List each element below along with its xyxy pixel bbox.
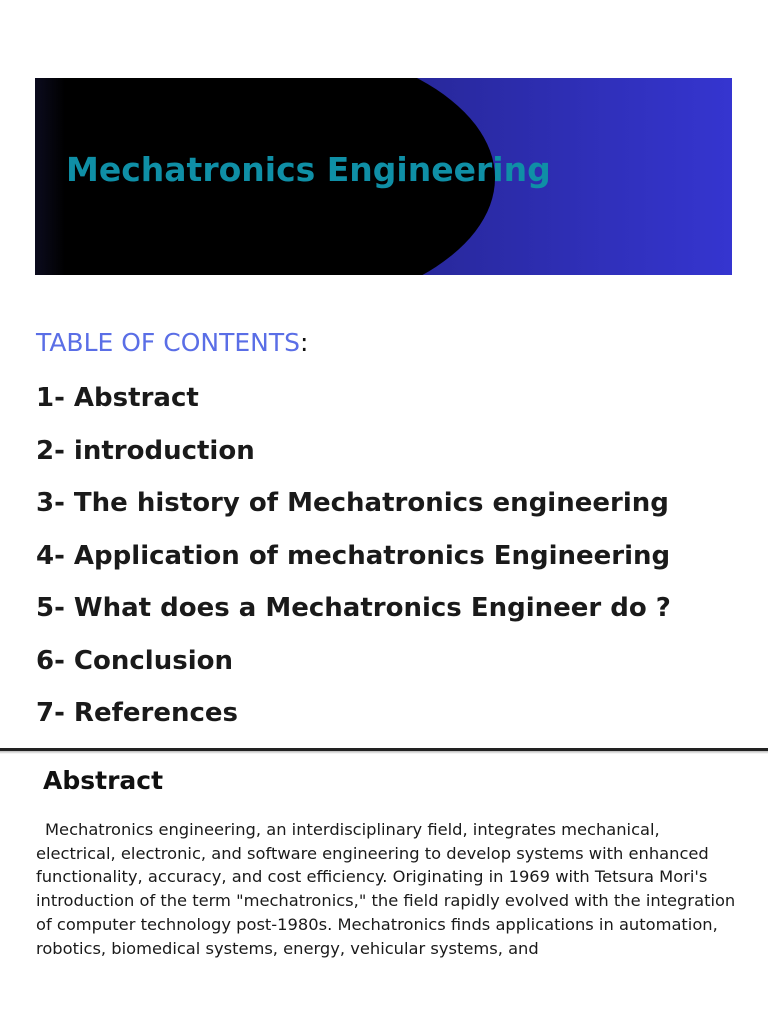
- banner-edge-shape: [35, 78, 65, 275]
- toc-item-history: 3- The history of Mechatronics engineering: [36, 488, 669, 518]
- toc-item-introduction: 2- introduction: [36, 435, 255, 466]
- page-divider: [0, 748, 768, 751]
- toc-heading-colon: :: [300, 328, 309, 357]
- toc-heading-label: TABLE OF CONTENTS: [36, 328, 301, 357]
- toc-list: [36, 380, 671, 748]
- title-banner: [35, 78, 732, 275]
- toc-item-references: 7- References: [36, 698, 239, 728]
- document-title: Mechatronics Engineering: [66, 150, 551, 189]
- toc-heading: [36, 328, 308, 357]
- abstract-paragraph: Mechatronics engineering, an interdisciplinary field, integrates mechanical, electrical, electronic, and software engineering to develop systems with enhanced functionality, accuracy, and cost efficiency. Originating in 1969 with Tetsura Mori's introduction of the term "mechatronics," the field rapidly evolved with the integration of computer technology post-1980s. Mechatronics finds applications in automation, robotics, biomedical systems, energy, vehicular systems, and: [36, 820, 736, 958]
- toc-item-abstract: 1- Abstract: [36, 383, 199, 413]
- abstract-heading: Abstract: [43, 766, 164, 795]
- toc-item-conclusion: 6- Conclusion: [36, 645, 233, 676]
- toc-item-engineer-role: 5- What does a Mechatronics Engineer do ?: [36, 593, 671, 623]
- toc-item-application: 4- Application of mechatronics Engineering: [36, 540, 671, 571]
